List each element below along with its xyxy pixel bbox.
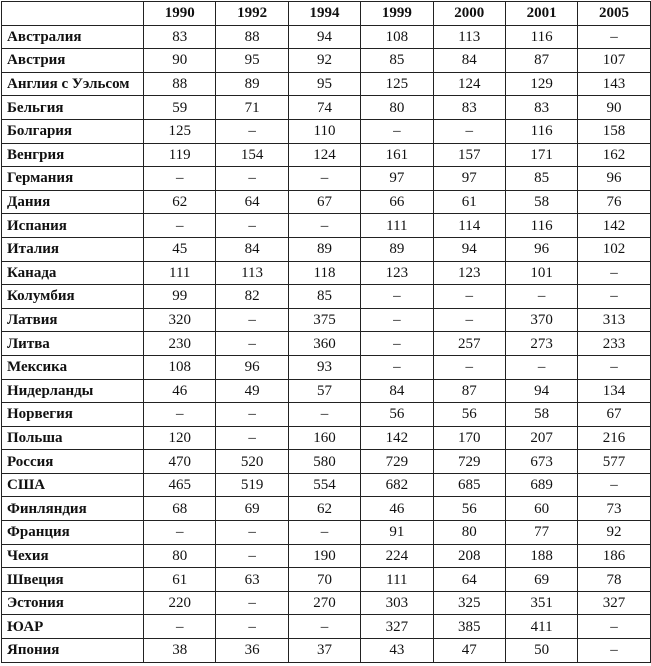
table-row	[2, 568, 651, 592]
value-cell: 68	[144, 497, 216, 521]
value-cell: 157	[433, 143, 505, 167]
value-cell: 470	[144, 450, 216, 474]
value-cell: 69	[216, 497, 288, 521]
table-row	[2, 25, 651, 49]
year-header: 1992	[216, 2, 288, 26]
table-row	[2, 237, 651, 261]
value-cell: 80	[433, 521, 505, 545]
value-cell: –	[216, 332, 288, 356]
value-cell: 37	[288, 639, 360, 663]
value-cell: 59	[144, 96, 216, 120]
value-cell: 580	[288, 450, 360, 474]
value-cell: 61	[433, 190, 505, 214]
corner-cell	[2, 2, 144, 26]
country-name: Финляндия	[2, 497, 144, 521]
value-cell: 93	[288, 355, 360, 379]
value-cell: 46	[361, 497, 433, 521]
value-cell: –	[361, 332, 433, 356]
value-cell: 58	[505, 403, 577, 427]
table-row	[2, 403, 651, 427]
value-cell: 729	[433, 450, 505, 474]
value-cell: 108	[361, 25, 433, 49]
value-cell: 63	[216, 568, 288, 592]
value-cell: 208	[433, 544, 505, 568]
value-cell: 170	[433, 426, 505, 450]
value-cell: –	[216, 426, 288, 450]
country-name: Литва	[2, 332, 144, 356]
value-cell: –	[288, 167, 360, 191]
country-name: Россия	[2, 450, 144, 474]
country-name: Австралия	[2, 25, 144, 49]
value-cell: 64	[433, 568, 505, 592]
value-cell: 113	[433, 25, 505, 49]
data-table	[1, 1, 651, 663]
value-cell: 113	[216, 261, 288, 285]
value-cell: 96	[505, 237, 577, 261]
value-cell: 80	[361, 96, 433, 120]
value-cell: 83	[433, 96, 505, 120]
year-header: 1999	[361, 2, 433, 26]
value-cell: –	[361, 308, 433, 332]
value-cell: 465	[144, 473, 216, 497]
country-name: Нидерланды	[2, 379, 144, 403]
value-cell: 87	[433, 379, 505, 403]
value-cell: 123	[361, 261, 433, 285]
value-cell: 160	[288, 426, 360, 450]
value-cell: 257	[433, 332, 505, 356]
value-cell: 89	[288, 237, 360, 261]
value-cell: –	[578, 473, 650, 497]
value-cell: 46	[144, 379, 216, 403]
value-cell: 375	[288, 308, 360, 332]
value-cell: 47	[433, 639, 505, 663]
value-cell: 90	[144, 49, 216, 73]
value-cell: 118	[288, 261, 360, 285]
value-cell: 107	[578, 49, 650, 73]
value-cell: –	[578, 285, 650, 309]
table-row	[2, 285, 651, 309]
value-cell: 38	[144, 639, 216, 663]
value-cell: 89	[216, 72, 288, 96]
value-cell: 96	[216, 355, 288, 379]
year-header: 1990	[144, 2, 216, 26]
table-row	[2, 49, 651, 73]
country-name: Австрия	[2, 49, 144, 73]
value-cell: 78	[578, 568, 650, 592]
table-row	[2, 379, 651, 403]
value-cell: 94	[433, 237, 505, 261]
country-name: Испания	[2, 214, 144, 238]
value-cell: 111	[144, 261, 216, 285]
value-cell: –	[288, 214, 360, 238]
value-cell: –	[216, 521, 288, 545]
table-row	[2, 308, 651, 332]
value-cell: 313	[578, 308, 650, 332]
table-row	[2, 639, 651, 663]
country-name: Япония	[2, 639, 144, 663]
table-row	[2, 426, 651, 450]
value-cell: 97	[433, 167, 505, 191]
value-cell: 43	[361, 639, 433, 663]
country-name: Англия с Уэльсом	[2, 72, 144, 96]
value-cell: 161	[361, 143, 433, 167]
country-name: Бельгия	[2, 96, 144, 120]
value-cell: 36	[216, 639, 288, 663]
value-cell: 171	[505, 143, 577, 167]
year-header: 1994	[288, 2, 360, 26]
value-cell: 102	[578, 237, 650, 261]
value-cell: 92	[578, 521, 650, 545]
value-cell: 82	[216, 285, 288, 309]
value-cell: 60	[505, 497, 577, 521]
value-cell: 56	[433, 497, 505, 521]
table-row	[2, 450, 651, 474]
country-name: США	[2, 473, 144, 497]
value-cell: –	[433, 355, 505, 379]
year-header: 2001	[505, 2, 577, 26]
country-name: Франция	[2, 521, 144, 545]
table-row	[2, 261, 651, 285]
value-cell: 70	[288, 568, 360, 592]
value-cell: –	[361, 119, 433, 143]
value-cell: 99	[144, 285, 216, 309]
country-name: Германия	[2, 167, 144, 191]
value-cell: 673	[505, 450, 577, 474]
table-row	[2, 143, 651, 167]
table-body	[2, 25, 651, 662]
value-cell: 73	[578, 497, 650, 521]
value-cell: 682	[361, 473, 433, 497]
value-cell: 519	[216, 473, 288, 497]
table-row	[2, 591, 651, 615]
value-cell: 124	[433, 72, 505, 96]
value-cell: 64	[216, 190, 288, 214]
value-cell: –	[288, 403, 360, 427]
value-cell: 67	[288, 190, 360, 214]
value-cell: 87	[505, 49, 577, 73]
value-cell: 385	[433, 615, 505, 639]
value-cell: 119	[144, 143, 216, 167]
value-cell: 142	[578, 214, 650, 238]
table-row	[2, 544, 651, 568]
value-cell: 124	[288, 143, 360, 167]
value-cell: –	[144, 615, 216, 639]
value-cell: –	[578, 25, 650, 49]
value-cell: 120	[144, 426, 216, 450]
value-cell: 577	[578, 450, 650, 474]
value-cell: 520	[216, 450, 288, 474]
value-cell: 554	[288, 473, 360, 497]
value-cell: 101	[505, 261, 577, 285]
value-cell: 71	[216, 96, 288, 120]
value-cell: 49	[216, 379, 288, 403]
country-name: Дания	[2, 190, 144, 214]
value-cell: 689	[505, 473, 577, 497]
value-cell: 207	[505, 426, 577, 450]
value-cell: –	[578, 639, 650, 663]
country-name: ЮАР	[2, 615, 144, 639]
value-cell: –	[288, 521, 360, 545]
value-cell: 370	[505, 308, 577, 332]
value-cell: 85	[505, 167, 577, 191]
value-cell: –	[144, 403, 216, 427]
value-cell: –	[288, 615, 360, 639]
value-cell: 95	[288, 72, 360, 96]
value-cell: 134	[578, 379, 650, 403]
value-cell: –	[144, 214, 216, 238]
country-name: Чехия	[2, 544, 144, 568]
value-cell: 83	[144, 25, 216, 49]
value-cell: –	[361, 355, 433, 379]
value-cell: 123	[433, 261, 505, 285]
table-row	[2, 615, 651, 639]
value-cell: –	[361, 285, 433, 309]
value-cell: 62	[144, 190, 216, 214]
value-cell: 114	[433, 214, 505, 238]
value-cell: –	[433, 308, 505, 332]
value-cell: 84	[216, 237, 288, 261]
table-row	[2, 119, 651, 143]
value-cell: 91	[361, 521, 433, 545]
value-cell: 125	[144, 119, 216, 143]
value-cell: 89	[361, 237, 433, 261]
value-cell: 94	[505, 379, 577, 403]
value-cell: 84	[433, 49, 505, 73]
value-cell: 61	[144, 568, 216, 592]
value-cell: 84	[361, 379, 433, 403]
value-cell: –	[505, 355, 577, 379]
value-cell: 85	[361, 49, 433, 73]
value-cell: –	[505, 285, 577, 309]
value-cell: 85	[288, 285, 360, 309]
value-cell: 88	[144, 72, 216, 96]
value-cell: 77	[505, 521, 577, 545]
value-cell: 303	[361, 591, 433, 615]
value-cell: 90	[578, 96, 650, 120]
country-name: Польша	[2, 426, 144, 450]
value-cell: 129	[505, 72, 577, 96]
value-cell: 685	[433, 473, 505, 497]
value-cell: 320	[144, 308, 216, 332]
value-cell: 162	[578, 143, 650, 167]
value-cell: –	[433, 119, 505, 143]
table-row	[2, 332, 651, 356]
value-cell: 190	[288, 544, 360, 568]
value-cell: 729	[361, 450, 433, 474]
country-name: Канада	[2, 261, 144, 285]
value-cell: 83	[505, 96, 577, 120]
value-cell: –	[216, 544, 288, 568]
value-cell: 270	[288, 591, 360, 615]
value-cell: 50	[505, 639, 577, 663]
value-cell: 111	[361, 214, 433, 238]
value-cell: 95	[216, 49, 288, 73]
value-cell: 154	[216, 143, 288, 167]
value-cell: 88	[216, 25, 288, 49]
value-cell: 186	[578, 544, 650, 568]
value-cell: 74	[288, 96, 360, 120]
value-cell: 97	[361, 167, 433, 191]
country-name: Эстония	[2, 591, 144, 615]
country-name: Мексика	[2, 355, 144, 379]
value-cell: 94	[288, 25, 360, 49]
table-row	[2, 167, 651, 191]
value-cell: 360	[288, 332, 360, 356]
value-cell: 143	[578, 72, 650, 96]
value-cell: 233	[578, 332, 650, 356]
value-cell: 327	[361, 615, 433, 639]
value-cell: 76	[578, 190, 650, 214]
value-cell: 56	[433, 403, 505, 427]
value-cell: 66	[361, 190, 433, 214]
country-name: Болгария	[2, 119, 144, 143]
country-name: Латвия	[2, 308, 144, 332]
value-cell: –	[216, 308, 288, 332]
value-cell: 116	[505, 214, 577, 238]
value-cell: 188	[505, 544, 577, 568]
value-cell: 125	[361, 72, 433, 96]
table-row	[2, 72, 651, 96]
table-row	[2, 497, 651, 521]
value-cell: 96	[578, 167, 650, 191]
value-cell: 92	[288, 49, 360, 73]
value-cell: 273	[505, 332, 577, 356]
value-cell: 116	[505, 119, 577, 143]
value-cell: 142	[361, 426, 433, 450]
value-cell: 220	[144, 591, 216, 615]
value-cell: –	[216, 167, 288, 191]
country-name: Норвегия	[2, 403, 144, 427]
header-row	[2, 2, 651, 26]
value-cell: 67	[578, 403, 650, 427]
country-name: Швеция	[2, 568, 144, 592]
value-cell: –	[578, 615, 650, 639]
value-cell: 80	[144, 544, 216, 568]
table-row	[2, 96, 651, 120]
year-header: 2000	[433, 2, 505, 26]
table-row	[2, 214, 651, 238]
value-cell: –	[216, 119, 288, 143]
country-name: Италия	[2, 237, 144, 261]
value-cell: –	[216, 403, 288, 427]
country-name: Венгрия	[2, 143, 144, 167]
value-cell: 325	[433, 591, 505, 615]
table-row	[2, 355, 651, 379]
value-cell: –	[578, 355, 650, 379]
value-cell: 351	[505, 591, 577, 615]
table-row	[2, 521, 651, 545]
value-cell: 230	[144, 332, 216, 356]
value-cell: 62	[288, 497, 360, 521]
value-cell: 58	[505, 190, 577, 214]
value-cell: 56	[361, 403, 433, 427]
value-cell: 216	[578, 426, 650, 450]
value-cell: –	[144, 167, 216, 191]
value-cell: 111	[361, 568, 433, 592]
value-cell: 158	[578, 119, 650, 143]
value-cell: 411	[505, 615, 577, 639]
value-cell: 108	[144, 355, 216, 379]
value-cell: 57	[288, 379, 360, 403]
value-cell: 224	[361, 544, 433, 568]
value-cell: 45	[144, 237, 216, 261]
value-cell: 327	[578, 591, 650, 615]
value-cell: –	[578, 261, 650, 285]
value-cell: 116	[505, 25, 577, 49]
value-cell: –	[144, 521, 216, 545]
value-cell: –	[216, 214, 288, 238]
country-name: Колумбия	[2, 285, 144, 309]
year-header: 2005	[578, 2, 650, 26]
value-cell: 110	[288, 119, 360, 143]
table-row	[2, 473, 651, 497]
table-row	[2, 190, 651, 214]
value-cell: –	[216, 615, 288, 639]
value-cell: –	[216, 591, 288, 615]
value-cell: –	[433, 285, 505, 309]
value-cell: 69	[505, 568, 577, 592]
